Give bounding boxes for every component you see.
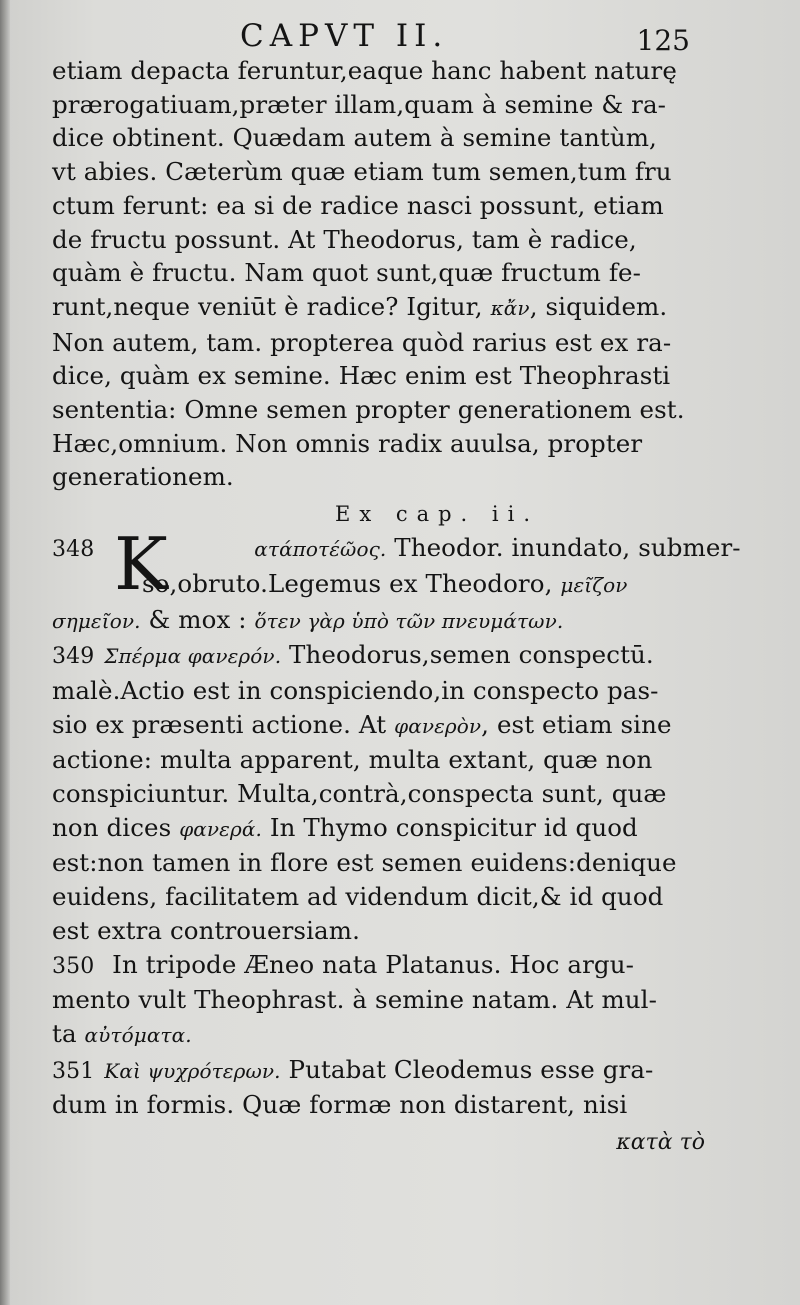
text-line: malè.Actio est in conspiciendo,in conspecto pas-: [52, 675, 659, 705]
text-line: de fructu possunt. At Theodorus, tam è radice,: [52, 224, 637, 254]
text-fragment: so,obruto.Legemus ex Theodoro,: [142, 568, 553, 598]
greek-word: αὐτόματα.: [84, 1022, 192, 1047]
greek-word: φανερά.: [179, 816, 262, 841]
text-line: conspiciuntur. Multa,contrà,conspecta sunt, quæ: [52, 779, 667, 809]
text-line: [52, 603, 712, 639]
entry-349: [52, 638, 712, 947]
text-fragment: , est etiam sine: [481, 709, 672, 739]
text-line: dum in formis. Quæ formæ non distarent, nisi: [52, 1090, 628, 1120]
text-line: prærogatiuam,præter illam,quam à semine & ra-: [52, 89, 667, 119]
text-line: est:non tamen in flore est semen euidens:denique: [52, 848, 677, 878]
greek-headword: Καὶ ψυχρότερων.: [104, 1058, 281, 1083]
text-line: est extra controuersiam.: [52, 915, 360, 945]
text-line: mento vult Theophrast. à semine natam. At mul-: [52, 985, 657, 1015]
text-line: actione: multa apparent, multa extant, quæ non: [52, 745, 653, 775]
text-block: [52, 54, 741, 1122]
text-fragment: , siquidem.: [529, 291, 668, 321]
entry-348: [52, 522, 741, 638]
text-line: Hæc,omnium. Non omnis radix auulsa, propter: [52, 428, 643, 458]
text-fragment: runt,neque veniūt è radice? Igitur,: [52, 291, 483, 321]
entry-number: 348: [52, 537, 95, 563]
text-line: [52, 811, 712, 847]
section-heading: Ex cap. ii.: [334, 502, 540, 527]
drop-capital: K: [114, 522, 168, 607]
text-line: [52, 638, 712, 674]
greek-word: κἄν: [490, 295, 530, 320]
greek-word: σημεῖον.: [52, 608, 141, 633]
text-line: sententia: Omne semen propter generationem est.: [52, 395, 685, 425]
text-fragment: Theodor. inundato, submer-: [386, 533, 741, 563]
text-fragment: & mox :: [140, 604, 255, 634]
entry-number: 350: [52, 953, 95, 979]
text-line: dice, quàm ex semine. Hæc enim est Theophrasti: [52, 361, 671, 391]
greek-word: μεῖζον: [560, 572, 628, 597]
text-line: etiam depacta feruntur,eaque hanc habent naturę: [52, 56, 677, 85]
text-fragment: In tripode Æneo nata Platanus. Hoc argu-: [104, 949, 634, 979]
running-head: CAPVT II.: [240, 18, 449, 54]
text-line: generationem.: [52, 462, 234, 492]
text-line: euidens, facilitatem ad videndum dicit,& id quod: [52, 882, 664, 912]
greek-headword: ατάποτέῶος.: [254, 537, 387, 562]
text-fragment: Putabat Cleodemus esse gra-: [280, 1054, 654, 1084]
page-header: [0, 16, 800, 56]
text-line: dice obtinent. Quædam autem à semine tantùm,: [52, 123, 657, 153]
greek-phrase: ὅτεν γὰρ ὑπὸ τῶν πνευμάτων.: [254, 608, 564, 633]
text-line: [52, 1053, 712, 1089]
text-fragment: sio ex præsenti actione. At: [52, 709, 387, 739]
page-number: 125: [636, 24, 690, 57]
text-line: ctum ferunt: ea si de radice nasci possunt, etiam: [52, 190, 664, 220]
entry-351: [52, 1053, 712, 1122]
entry-350: [52, 948, 712, 1053]
text-line: [52, 708, 712, 744]
text-line: Non autem, tam. propterea quòd rarius est ex ra-: [52, 327, 672, 357]
greek-word: φανερὸν: [394, 713, 482, 738]
text-line: vt abies. Cæterùm quæ etiam tum semen,tum fru: [52, 157, 672, 187]
text-line: quàm è fructu. Nam quot sunt,quæ fructum fe-: [52, 258, 641, 288]
entry-number: 351: [52, 1058, 95, 1084]
entry-number: 349: [52, 644, 95, 670]
text-fragment: ta: [52, 1018, 77, 1048]
text-fragment: Theodorus,semen conspectū.: [281, 640, 654, 670]
catchword: κατὰ τὸ: [616, 1130, 705, 1155]
text-line: [52, 290, 712, 326]
text-fragment: non dices: [52, 812, 172, 842]
text-line: [52, 1017, 712, 1053]
text-line: [52, 948, 712, 984]
greek-headword: Σπέρμα φανερόν.: [104, 644, 282, 669]
text-fragment: In Thymo conspicitur id quod: [261, 812, 638, 842]
